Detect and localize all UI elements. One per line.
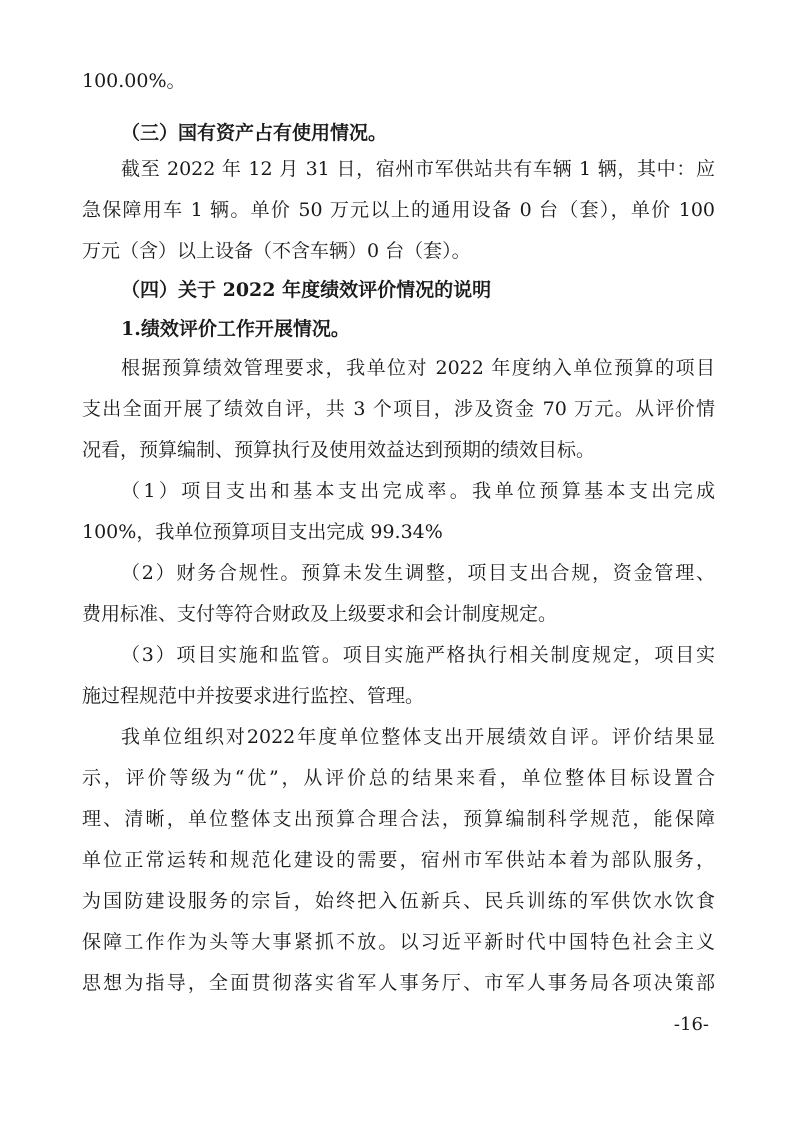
text-line-continuation: 100.00%。 <box>82 70 186 92</box>
paragraph-budget-line-1: 根据预算绩效管理要求，我单位对 2022 年度纳入单位预算的项目 <box>121 357 715 379</box>
section-heading-assets: （三）国有资产占有使用情况。 <box>121 122 388 144</box>
subsection-heading-performance-work: 1.绩效评价工作开展情况。 <box>121 318 350 340</box>
paragraph-budget-line-3: 况看，预算编制、预算执行及使用效益达到预期的绩效目标。 <box>82 439 596 461</box>
paragraph-assets-line-3: 万元（含）以上设备（不含车辆）0 台（套）。 <box>82 240 471 262</box>
paragraph-evaluation-line-7: 思想为指导，全面贯彻落实省军人事务厅、市军人事务局各项决策部 <box>82 972 715 994</box>
item-2-line-2: 费用标准、支付等符合财政及上级要求和会计制度规定。 <box>82 603 558 625</box>
page-number: -16- <box>673 1014 709 1035</box>
paragraph-budget-line-2: 支出全面开展了绩效自评，共 3 个项目，涉及资金 70 万元。从评价情 <box>82 398 715 420</box>
item-1-line-2: 100%，我单位预算项目支出完成 99.34% <box>82 521 443 543</box>
paragraph-evaluation-line-4: 单位正常运转和规范化建设的需要，宿州市军供站本着为部队服务， <box>82 849 715 871</box>
paragraph-evaluation-line-1: 我单位组织对2022年度单位整体支出开展绩效自评。评价结果显 <box>121 726 715 748</box>
section-heading-performance: （四）关于 2022 年度绩效评价情况的说明 <box>121 279 492 301</box>
paragraph-evaluation-line-2: 示，评价等级为“优”，从评价总的结果来看，单位整体目标设置合 <box>82 767 715 789</box>
item-2-line-1: （2）财务合规性。预算未发生调整，项目支出合规，资金管理、 <box>121 562 715 584</box>
paragraph-evaluation-line-6: 保障工作作为头等大事紧抓不放。以习近平新时代中国特色社会主义 <box>82 931 715 953</box>
paragraph-evaluation-line-5: 为国防建设服务的宗旨，始终把入伍新兵、民兵训练的军供饮水饮食 <box>82 890 715 912</box>
item-3-line-2: 施过程规范中并按要求进行监控、管理。 <box>82 685 425 707</box>
paragraph-assets-line-2: 急保障用车 1 辆。单价 50 万元以上的通用设备 0 台（套），单价 100 <box>82 199 715 221</box>
paragraph-assets-line-1: 截至 2022 年 12 月 31 日，宿州市军供站共有车辆 1 辆，其中：应 <box>121 158 715 180</box>
paragraph-evaluation-line-3: 理、清晰，单位整体支出预算合理合法，预算编制科学规范，能保障 <box>82 808 715 830</box>
item-3-line-1: （3）项目实施和监管。项目实施严格执行相关制度规定，项目实 <box>121 644 715 666</box>
item-1-line-1: （1）项目支出和基本支出完成率。我单位预算基本支出完成 <box>121 480 715 502</box>
